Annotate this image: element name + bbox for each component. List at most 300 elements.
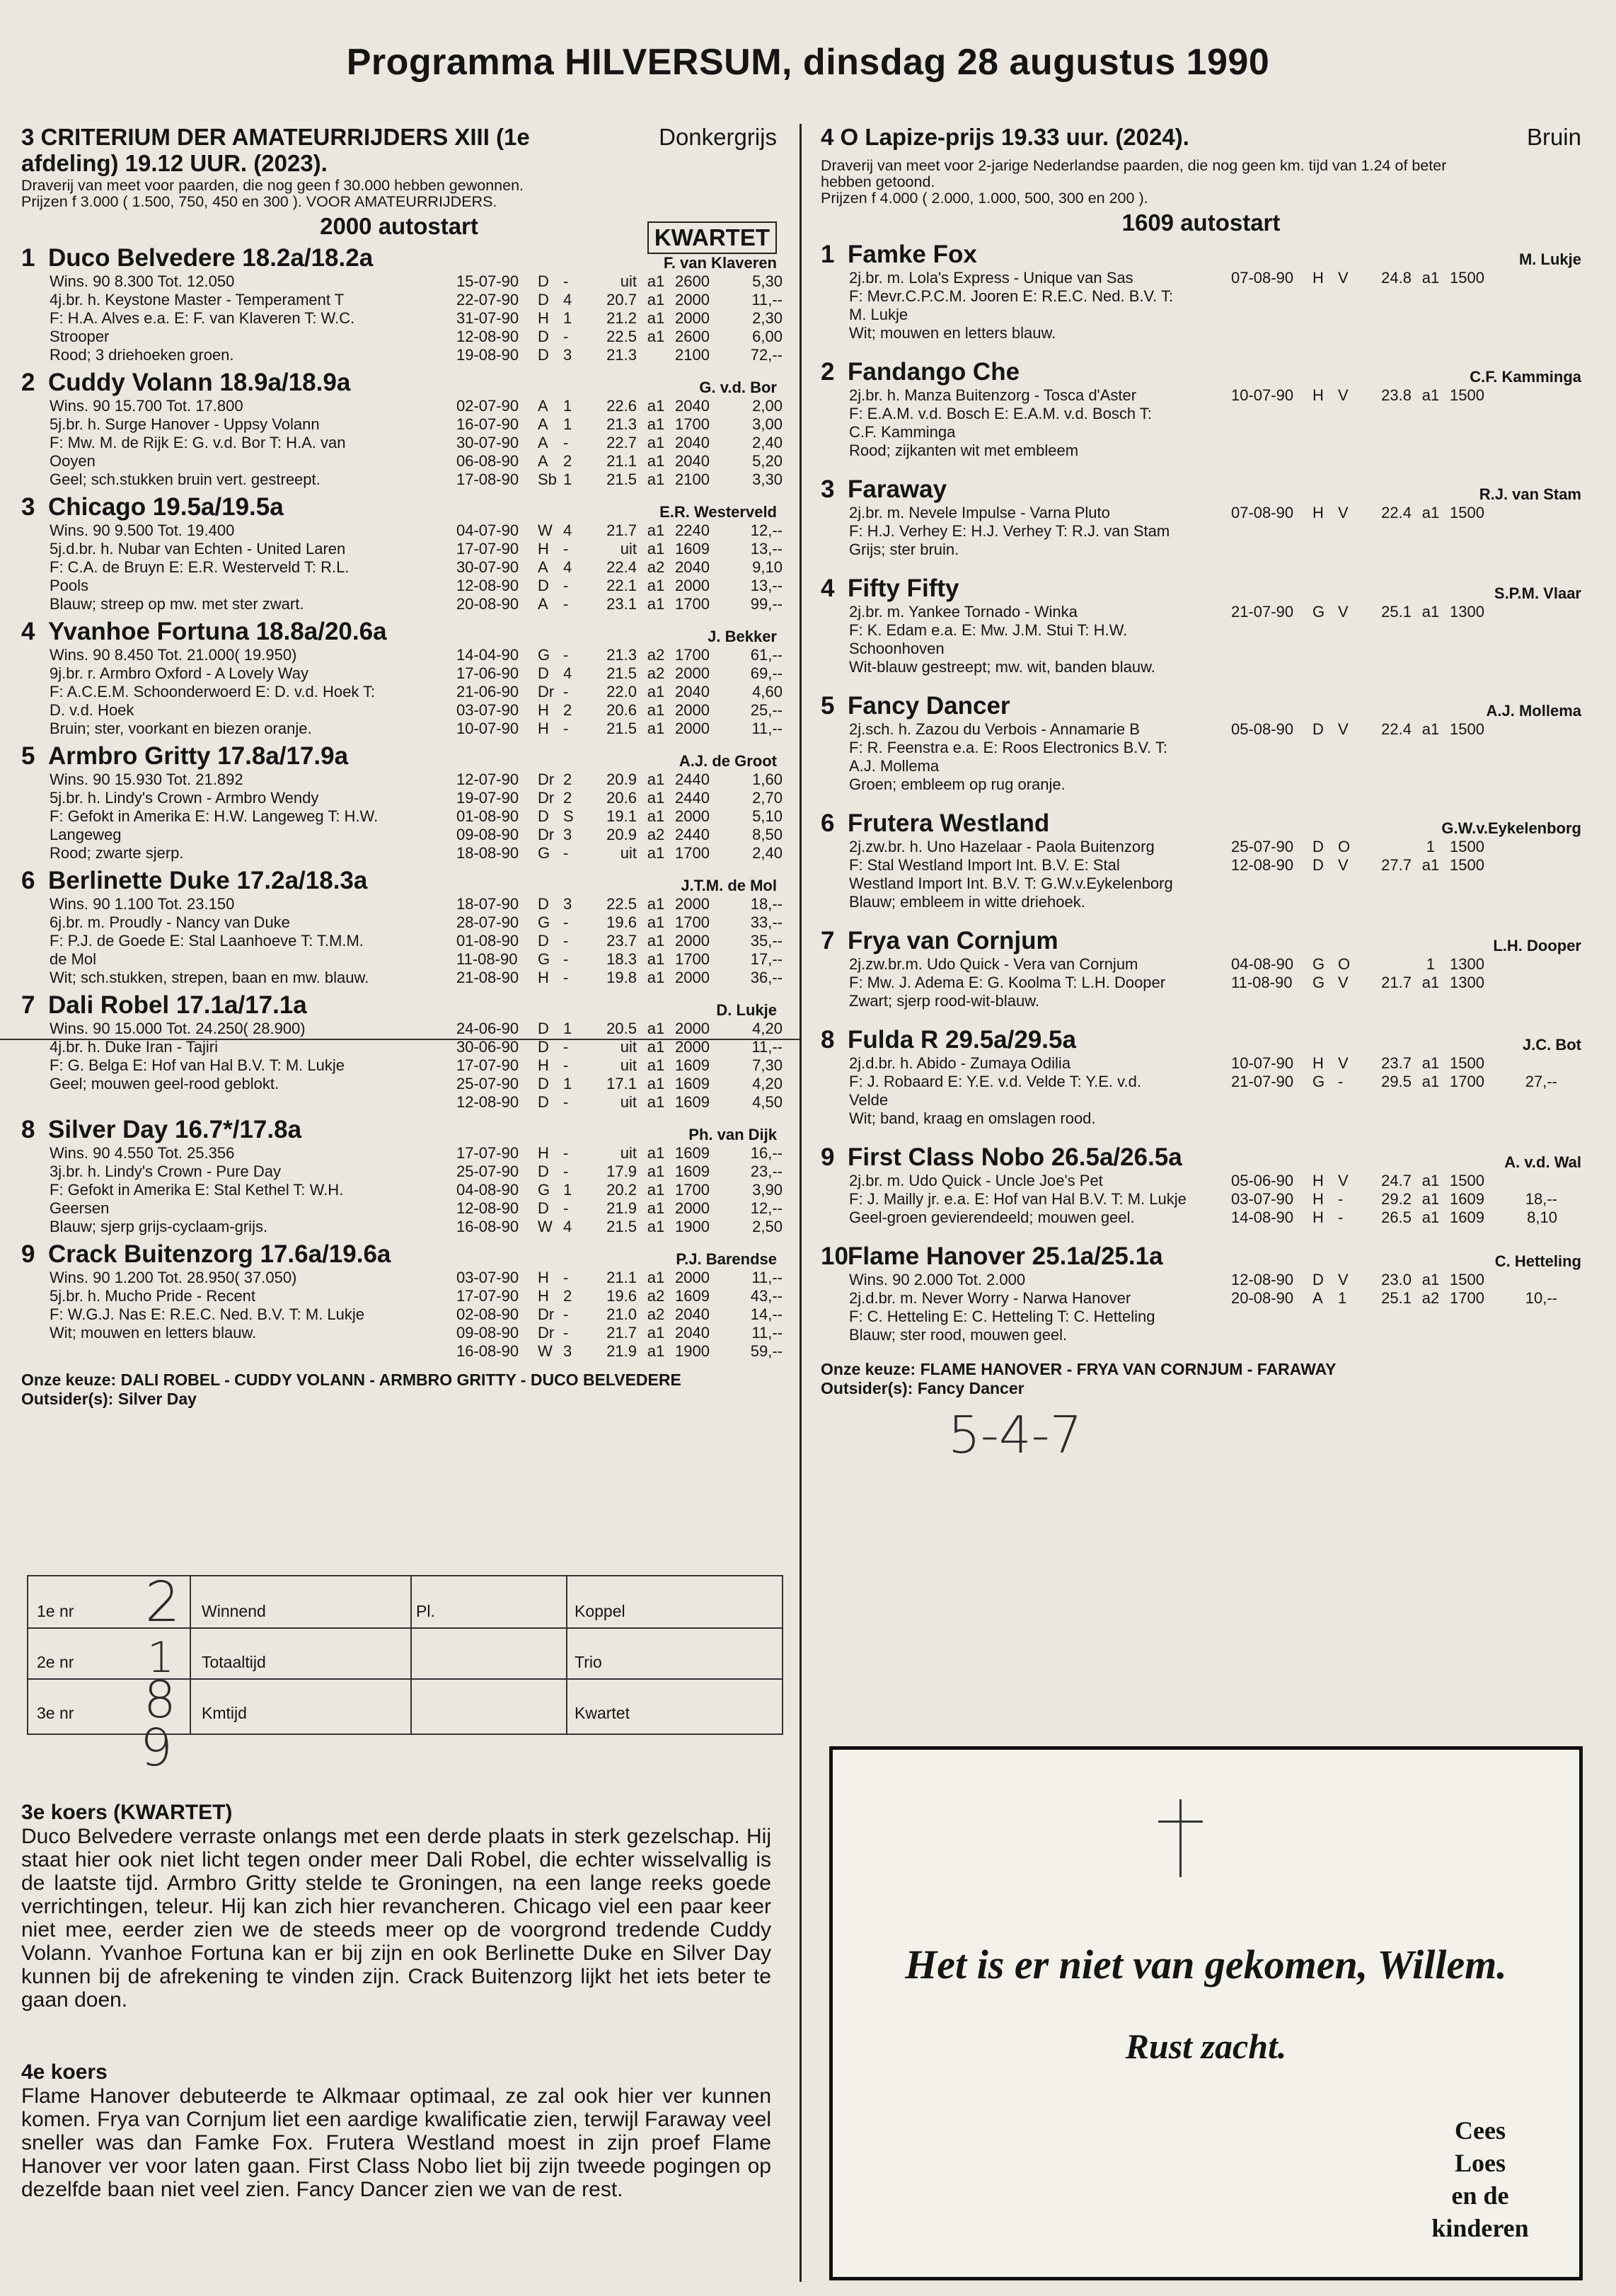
result-cell: H (538, 701, 549, 719)
info-line: Wins. 90 15.930 Tot. 21.892 (50, 771, 243, 788)
result-cell: H (1312, 1190, 1324, 1208)
result-cell: 2000 (675, 1269, 710, 1286)
horse-entry (21, 991, 783, 1112)
result-cell: a1 (1421, 1073, 1440, 1090)
info-line: Ooyen (50, 452, 96, 470)
result-cell: 2 (563, 701, 572, 719)
result-cell: 22.6 (606, 397, 637, 415)
result-cell: a1 (647, 434, 665, 451)
result-cell: - (563, 720, 569, 737)
info-line: F: E.A.M. v.d. Bosch E: E.A.M. v.d. Bosch T: (849, 405, 1152, 422)
result-cell: uit (620, 540, 637, 558)
horse-title: Fulda R 29.5a/29.5a (848, 1026, 1076, 1054)
result-row (456, 397, 783, 415)
result-cell: 1700 (675, 950, 710, 968)
info-line: Geel; mouwen geel-rood geblokt. (50, 1075, 279, 1092)
info-line: Wins. 90 15.000 Tot. 24.250( 28.900) (50, 1020, 306, 1037)
result-cell: 30-07-90 (456, 558, 519, 576)
result-cell: 17-07-90 (456, 540, 519, 558)
result-cell: a1 (647, 1038, 665, 1056)
horse-name (21, 618, 777, 646)
result-cell: 2040 (675, 1324, 710, 1342)
result-row (456, 1093, 783, 1112)
result-cell: 2000 (675, 291, 710, 308)
horse-number: 9 (21, 1240, 35, 1268)
info-line: 2j.zw.br.m. Udo Quick - Vera van Cornjum (849, 955, 1138, 973)
info-line: Rood; 3 driehoeken groen. (50, 346, 234, 364)
result-cell: 12-07-90 (456, 771, 519, 788)
results-table (456, 1144, 783, 1236)
results-table (456, 1269, 783, 1361)
result-cell: 4 (563, 291, 572, 308)
result-cell: 29.2 (1381, 1190, 1412, 1208)
result-cell: Dr (538, 771, 555, 788)
result-cell: 03-07-90 (1231, 1190, 1294, 1208)
result-cell: a1 (647, 1056, 665, 1074)
result-row (456, 701, 783, 720)
entry-body (821, 269, 1581, 342)
info-line: F: P.J. de Goede E: Stal Laanhoeve T: T.M.M. (50, 932, 364, 950)
entry-info (21, 1269, 456, 1361)
horse-number: 2 (821, 358, 835, 386)
result-cell: D (1312, 1271, 1324, 1288)
result-cell: 29.5 (1381, 1073, 1412, 1090)
result-cell: 07-08-90 (1231, 269, 1294, 287)
result-cell: 13,-- (750, 540, 783, 558)
result-cell: 1 (563, 1020, 572, 1037)
trainer-name: C.F. Kamminga (1470, 368, 1581, 386)
horse-entry (821, 358, 1581, 460)
result-cell: 18-07-90 (456, 895, 519, 913)
result-cell (1501, 720, 1557, 739)
result-cell: 1500 (1450, 720, 1484, 738)
horse-number: 5 (21, 742, 35, 770)
result-cell: 21.9 (606, 1342, 637, 1360)
entry-body (21, 646, 783, 738)
result-cell: 24.8 (1381, 269, 1412, 287)
result-cell: 20.7 (606, 291, 637, 308)
result-cell: G (538, 913, 550, 931)
result-cell: V (1338, 504, 1349, 521)
result-cell: 7,30 (752, 1056, 783, 1074)
result-cell: 02-07-90 (456, 397, 519, 415)
info-line: Rood; zwarte sjerp. (50, 844, 184, 862)
entry-body (21, 397, 783, 489)
result-cell: 06-08-90 (456, 452, 519, 470)
result-cell: 21.7 (1381, 974, 1412, 991)
result-cell: 20.9 (606, 826, 637, 843)
info-line: Rood; zijkanten wit met embleem (849, 442, 1079, 459)
race3-keuze: Onze keuze: DALI ROBEL - CUDDY VOLANN - ARMBRO GRITTY - DUCO BELVEDERE Outsider(s): Silver Day (21, 1371, 681, 1408)
result-cell: 1 (563, 471, 572, 488)
result-cell: V (1338, 1054, 1349, 1072)
result-row (1231, 1271, 1581, 1289)
result-cell: 2000 (675, 664, 710, 682)
info-line: F: K. Edam e.a. E: Mw. J.M. Stui T: H.W. (849, 621, 1128, 639)
info-line: Strooper (50, 328, 110, 345)
result-cell: 05-06-90 (1231, 1172, 1294, 1189)
result-cell: 1 (563, 309, 572, 327)
result-cell: A (538, 452, 548, 470)
info-line: Geersen (50, 1199, 110, 1217)
result-cell: D (1312, 856, 1324, 874)
result-cell: 01-08-90 (456, 807, 519, 825)
result-row (456, 683, 783, 701)
result-cell: 21.0 (606, 1305, 637, 1323)
result-cell: 23,-- (750, 1163, 783, 1180)
result-cell: 1300 (1450, 955, 1484, 973)
info-line: 2j.sch. h. Zazou du Verbois - Annamarie B (849, 720, 1140, 738)
result-cell: 22.1 (606, 577, 637, 594)
result-cell: 5,10 (752, 807, 783, 825)
result-cell: D (1312, 720, 1324, 738)
result-row (1231, 1172, 1581, 1190)
result-row (456, 1181, 783, 1199)
result-cell: 01-08-90 (456, 932, 519, 950)
result-row (456, 771, 783, 789)
result-cell: 2000 (675, 932, 710, 950)
result-cell: 22.4 (606, 558, 637, 576)
horse-number: 7 (21, 991, 35, 1019)
horse-number: 6 (821, 809, 835, 837)
result-cell: 3,00 (752, 415, 783, 433)
horse-title: Armbro Gritty 17.8a/17.9a (48, 742, 349, 770)
info-line: Wit; mouwen en letters blauw. (50, 1324, 257, 1342)
result-cell: 03-07-90 (456, 701, 519, 719)
result-cell: 22.5 (606, 895, 637, 913)
entry-info (821, 720, 1231, 794)
result-cell: 2000 (675, 309, 710, 327)
result-cell: G (1312, 974, 1325, 991)
result-cell: - (563, 434, 569, 451)
result-row (456, 471, 783, 489)
result-cell: 23.7 (1381, 1054, 1412, 1072)
horse-name (821, 241, 1581, 269)
page-title: Programma HILVERSUM, dinsdag 28 augustus 1990 (346, 42, 1270, 83)
horse-number: 6 (21, 867, 35, 894)
race3-conditions: Draverij van meet voor paarden, die nog geen f 30.000 hebben gewonnen. Prijzen f 3.000 ( 1.500, 750, 450 en 300 ). VOOR AMATEURRIJDERS. (21, 177, 524, 210)
result-cell: 2440 (675, 789, 710, 807)
result-cell (1501, 838, 1557, 856)
info-line: de Mol (50, 950, 97, 968)
horse-name (821, 475, 1581, 504)
entry-body (21, 1020, 783, 1112)
result-cell: H (1312, 269, 1324, 287)
trainer-name: D. Lukje (716, 1001, 777, 1019)
entry-body (21, 771, 783, 863)
results-table (456, 397, 783, 489)
result-cell: 21.5 (606, 471, 637, 488)
result-cell: 72,-- (750, 346, 783, 364)
result-cell: 2000 (675, 895, 710, 913)
result-cell: 16-08-90 (456, 1218, 519, 1235)
result-cell: - (1338, 1190, 1344, 1208)
result-cell: 25,-- (750, 701, 783, 719)
info-line: 2j.br. m. Nevele Impulse - Varna Pluto (849, 504, 1110, 521)
result-cell: 3 (563, 346, 572, 364)
result-cell: 3 (563, 1342, 572, 1360)
result-cell: W (538, 1218, 553, 1235)
result-cell: a1 (647, 1020, 665, 1037)
horse-name (21, 991, 777, 1020)
result-row (456, 1287, 783, 1305)
result-cell: G (1312, 955, 1325, 973)
results-table (1231, 1054, 1581, 1128)
horse-number: 8 (21, 1116, 35, 1143)
result-cell: 2440 (675, 771, 710, 788)
result-cell: Sb (538, 471, 557, 488)
result-cell: a1 (1421, 269, 1440, 287)
result-cell: 19.6 (606, 913, 637, 931)
horse-title: Duco Belvedere 18.2a/18.2a (48, 244, 374, 272)
result-cell: 10,-- (1525, 1289, 1557, 1307)
horse-entry (21, 867, 783, 987)
result-cell: D (538, 895, 549, 913)
result-cell: A (538, 558, 548, 576)
entry-info (821, 386, 1231, 460)
info-line: F: Stal Westland Import Int. B.V. E: Stal (849, 856, 1120, 874)
result-cell: 1700 (675, 595, 710, 613)
entry-body (21, 272, 783, 364)
result-cell: 20-08-90 (1231, 1289, 1294, 1307)
results-table (456, 1020, 783, 1112)
result-cell: 11-08-90 (1231, 974, 1293, 991)
result-cell: 5,30 (752, 272, 783, 290)
info-line: F: H.A. Alves e.a. E: F. van Klaveren T: W.C. (50, 309, 355, 327)
info-line: D. v.d. Hoek (50, 701, 134, 719)
result-cell: 59,-- (750, 1342, 783, 1360)
result-cell: 1609 (675, 1075, 710, 1092)
result-cell: 17-07-90 (456, 1056, 519, 1074)
race3-color: Donkergrijs (659, 124, 777, 150)
result-cell: 12-08-90 (456, 1199, 519, 1217)
result-cell: a2 (647, 664, 665, 682)
info-line: Groen; embleem op rug oranje. (849, 775, 1066, 793)
result-cell: 21.3 (606, 346, 637, 364)
totaaltijd-label: Totaaltijd (202, 1653, 266, 1671)
result-row (456, 309, 783, 328)
result-cell: - (563, 913, 569, 931)
result-cell: 2040 (675, 397, 710, 415)
result-row (456, 558, 783, 577)
result-row (456, 521, 783, 540)
entry-info (21, 1020, 456, 1112)
result-cell: H (1312, 1054, 1324, 1072)
result-cell: - (563, 1163, 569, 1180)
race4-header (821, 124, 1581, 158)
info-line: 4j.br. h. Keystone Master - Temperament T (50, 291, 345, 308)
result-cell: 19-07-90 (456, 789, 519, 807)
result-cell: 16,-- (750, 1144, 783, 1162)
result-cell: a1 (1421, 974, 1440, 991)
result-cell (1501, 974, 1557, 992)
result-cell: 28-07-90 (456, 913, 519, 931)
result-cell: - (563, 844, 569, 862)
info-line: F: Mw. J. Adema E: G. Koolma T: L.H. Dooper (849, 974, 1166, 991)
result-cell: 1500 (1450, 856, 1484, 874)
horse-name (821, 1026, 1581, 1054)
result-cell: 36,-- (750, 969, 783, 986)
horse-title: Chicago 19.5a/19.5a (48, 493, 284, 521)
cross-icon (1179, 1799, 1182, 1877)
result-cell: uit (620, 1038, 637, 1056)
entry-body (821, 838, 1581, 911)
result-cell: a2 (647, 558, 665, 576)
result-cell: 02-08-90 (456, 1305, 519, 1323)
result-cell: 1700 (1450, 1073, 1484, 1090)
result-cell: 2000 (675, 1199, 710, 1217)
horse-title: Berlinette Duke 17.2a/18.3a (48, 867, 368, 894)
info-line: Blauw; ster rood, mouwen geel. (849, 1326, 1068, 1344)
result-cell: 1609 (675, 540, 710, 558)
result-cell: 3 (563, 895, 572, 913)
horse-entry (821, 927, 1581, 1010)
result-cell: G (538, 1181, 550, 1199)
info-line: Grijs; ster bruin. (849, 541, 959, 558)
info-line: Wins. 90 8.300 Tot. 12.050 (50, 272, 235, 290)
info-line: 2j.br. h. Manza Buitenzorg - Tosca d'Aster (849, 386, 1137, 404)
column-divider (800, 124, 802, 2282)
result-cell: 1700 (675, 913, 710, 931)
result-box (27, 1571, 783, 1777)
result-cell: 03-07-90 (456, 1269, 519, 1286)
result-row (1231, 856, 1581, 875)
result-cell (1501, 269, 1557, 287)
result-cell: 21-07-90 (1231, 603, 1294, 621)
result-cell: 17.1 (606, 1075, 637, 1092)
result-cell: a1 (647, 1144, 665, 1162)
horse-number: 3 (21, 493, 35, 521)
info-line: 5j.br. h. Surge Hanover - Uppsy Volann (50, 415, 320, 433)
result-row (1231, 974, 1581, 992)
result-cell: 17-07-90 (456, 1144, 519, 1162)
result-row (456, 913, 783, 932)
info-line: Wins. 90 2.000 Tot. 2.000 (849, 1271, 1026, 1288)
info-line: Schoonhoven (849, 640, 945, 657)
result-row (456, 844, 783, 863)
info-line: Zwart; sjerp rood-wit-blauw. (849, 992, 1039, 1010)
result-cell: a1 (647, 701, 665, 719)
result-cell: 1 (1426, 955, 1436, 973)
result-cell: a1 (647, 969, 665, 986)
result-cell: a1 (1421, 1271, 1440, 1288)
result-row (456, 826, 783, 844)
info-line: Wins. 90 15.700 Tot. 17.800 (50, 397, 243, 415)
race4-entries (821, 241, 1581, 1344)
result-cell: D (538, 1093, 549, 1111)
first-place-label: 1e nr (37, 1602, 74, 1620)
result-cell: V (1338, 386, 1349, 404)
result-cell: 31-07-90 (456, 309, 519, 327)
horse-title: Fifty Fifty (848, 575, 959, 602)
result-cell: 07-08-90 (1231, 504, 1294, 521)
result-cell: V (1338, 1271, 1349, 1288)
race3-header (21, 124, 777, 178)
race4-conditions: Draverij van meet voor 2-jarige Nederlandse paarden, die nog geen km. tijd van 1.24 of beter hebben getoond. Prijzen f 4.000 ( 2.000, 1.000, 500, 300 en 200 ). (821, 157, 1447, 207)
result-cell: a1 (647, 309, 665, 327)
result-cell: - (1338, 1073, 1344, 1090)
info-line: Wins. 90 4.550 Tot. 25.356 (50, 1144, 235, 1162)
result-cell: 21.5 (606, 664, 637, 682)
result-cell: 1 (563, 1181, 572, 1199)
result-cell: 18,-- (750, 895, 783, 913)
results-table (456, 895, 783, 987)
results-table (1231, 269, 1581, 342)
horse-name (821, 1143, 1581, 1172)
info-line: Wit; sch.stukken, strepen, baan en mw. blauw. (50, 969, 369, 986)
horse-entry (21, 1240, 783, 1361)
horse-entry (821, 241, 1581, 342)
result-cell: 2,70 (752, 789, 783, 807)
result-cell: D (538, 328, 549, 345)
result-cell: 22-07-90 (456, 291, 519, 308)
result-cell: a1 (647, 1199, 665, 1217)
results-table (1231, 838, 1581, 911)
result-cell: 1300 (1450, 603, 1484, 621)
info-line: Wit; band, kraag en omslagen rood. (849, 1109, 1096, 1127)
result-cell: a1 (647, 415, 665, 433)
second-place-label: 2e nr (37, 1653, 74, 1671)
result-cell: 11-08-90 (456, 950, 518, 968)
result-cell: 99,-- (750, 595, 783, 613)
result-cell: 24.7 (1381, 1172, 1412, 1189)
result-cell: 4 (563, 558, 572, 576)
result-cell: - (563, 595, 569, 613)
result-cell: a1 (647, 595, 665, 613)
result-cell: 2040 (675, 683, 710, 700)
result-cell: 19.1 (606, 807, 637, 825)
horse-title: Famke Fox (848, 241, 977, 268)
result-row (456, 577, 783, 595)
entry-info (21, 272, 456, 364)
result-cell: 15-07-90 (456, 272, 519, 290)
result-cell: a1 (1421, 504, 1440, 521)
result-cell: - (563, 1093, 569, 1111)
result-row (456, 540, 783, 558)
info-line: Wit-blauw gestreept; mw. wit, banden blauw. (849, 658, 1155, 676)
trainer-name: E.R. Westerveld (659, 503, 777, 521)
result-cell: A (538, 434, 548, 451)
handwritten-third: 8 (144, 1670, 176, 1729)
result-cell: 12-08-90 (1231, 1271, 1294, 1288)
result-cell: a1 (647, 1269, 665, 1286)
result-cell: 2600 (675, 272, 710, 290)
result-cell: 1500 (1450, 1054, 1484, 1072)
result-cell: 3,90 (752, 1181, 783, 1199)
info-line: 6j.br. m. Proudly - Nancy van Duke (50, 913, 290, 931)
result-cell: 14-04-90 (456, 646, 519, 664)
result-cell: 21-06-90 (456, 683, 519, 700)
result-cell: 2040 (675, 1305, 710, 1323)
race4-title: 4 O Lapize-prijs 19.33 uur. (2024). (821, 124, 1189, 150)
entry-body (821, 1054, 1581, 1128)
result-cell: 20-08-90 (456, 595, 519, 613)
horse-title: Flame Hanover 25.1a/25.1a (848, 1242, 1163, 1270)
race3-distance: 2000 autostart (320, 213, 478, 239)
result-cell (1501, 1172, 1557, 1190)
horse-entry (21, 369, 783, 489)
trainer-name: G.W.v.Eykelenborg (1441, 819, 1581, 837)
result-row (456, 969, 783, 987)
result-cell: H (538, 1056, 549, 1074)
result-cell: - (1338, 1208, 1344, 1226)
entry-body (21, 895, 783, 987)
result-cell: V (1338, 856, 1349, 874)
result-cell: 4 (563, 521, 572, 539)
result-cell: 30-07-90 (456, 434, 519, 451)
result-cell: 21.7 (606, 521, 637, 539)
result-row (1231, 386, 1581, 405)
